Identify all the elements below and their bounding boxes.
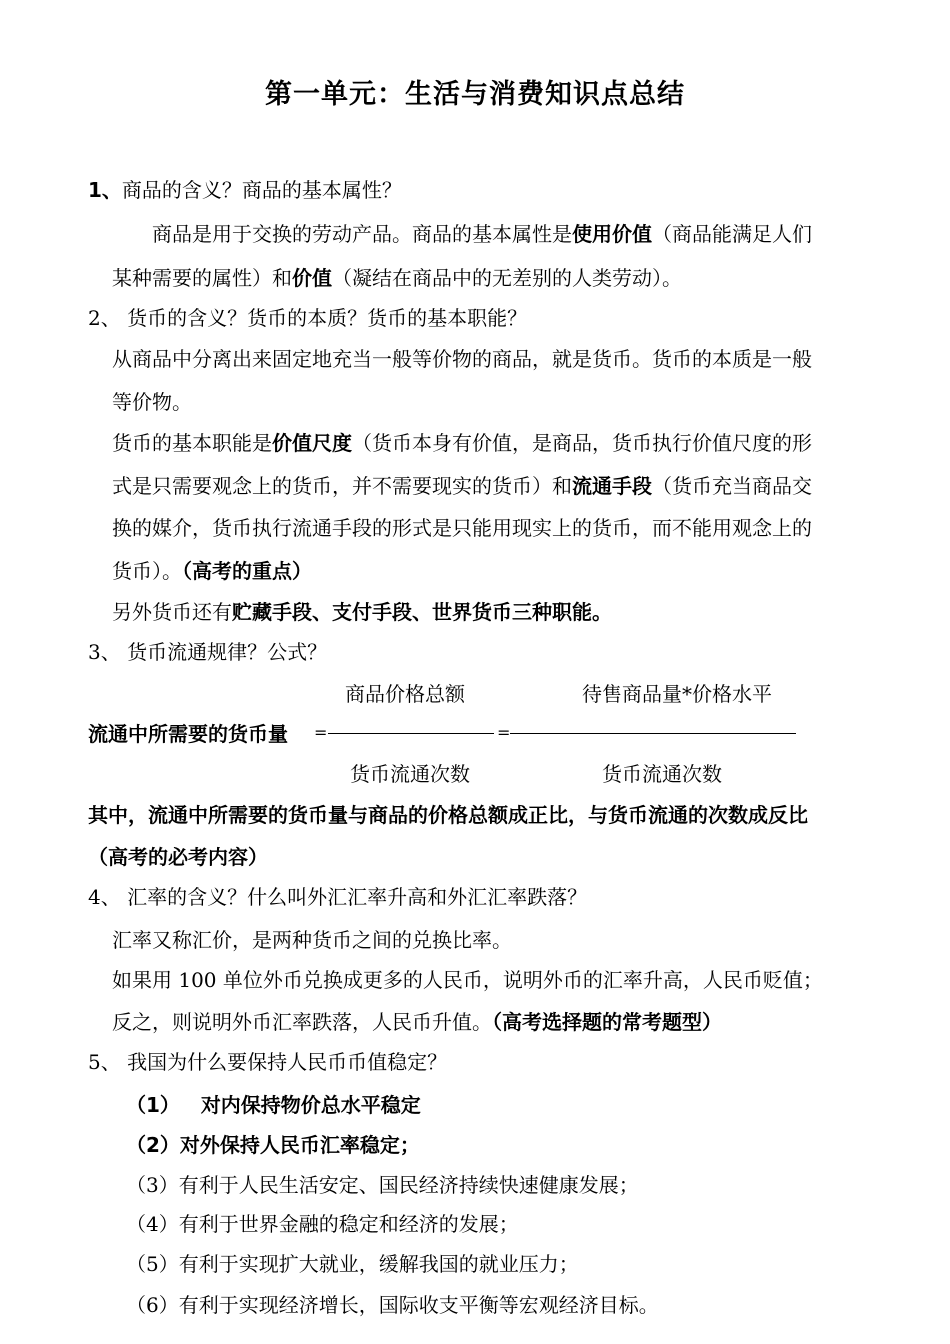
q3-note-line-1: 其中，流通中所需要的货币量与商品的价格总额成正比，与货币流通的次数成反比 (88, 803, 808, 827)
q4-heading (88, 883, 587, 911)
q1-term-use-value: 使用价值 (572, 222, 652, 246)
formula-equals-2: = (497, 723, 511, 742)
q2-term-measure-of-value: 价值尺度 (272, 431, 352, 455)
q4-line-3: 反之，则说明外币汇率跌落，人民币升值。（高考选择题的常考题型） (112, 1010, 722, 1034)
q5-item-1: （1） 对内保持物价总水平稳定 (126, 1093, 421, 1117)
q2-question: 货币的含义？货币的本质？货币的基本职能？ (127, 306, 528, 330)
q2-heading (88, 304, 527, 332)
q2-other-functions: 贮藏手段、支付手段、世界货币三种职能。 (232, 600, 612, 624)
q1-answer-line-1: 商品是用于交换的劳动产品。商品的基本属性是使用价值（商品能满足人们 (152, 222, 812, 246)
q2-p2-line-4: 货币）。（高考的重点） (112, 559, 312, 583)
q5-item-4: （4）有利于世界金融的稳定和经济的发展； (126, 1212, 519, 1236)
formula-numerator-1: 商品价格总额 (345, 682, 465, 706)
q5-heading (88, 1048, 447, 1076)
q1-question: 商品的含义？商品的基本属性？ (121, 178, 402, 202)
q4-number: 4、 (88, 885, 121, 909)
q5-item-6: （6）有利于实现经济增长，国际收支平衡等宏观经济目标。 (126, 1293, 659, 1317)
q3-number: 3、 (88, 640, 121, 664)
q2-p1-line-1: 从商品中分离出来固定地充当一般等价物的商品，就是货币。货币的本质是一般 (112, 347, 812, 371)
q2-p2-line-1: 货币的基本职能是价值尺度（货币本身有价值，是商品，货币执行价值尺度的形 (112, 431, 812, 455)
formula-lhs: 流通中所需要的货币量 (88, 722, 288, 746)
q5-question: 我国为什么要保持人民币币值稳定？ (127, 1050, 448, 1074)
q5-item-2: （2）对外保持人民币汇率稳定； (126, 1133, 420, 1157)
formula-equals-1: = (314, 723, 328, 742)
formula-numerator-2: 待售商品量*价格水平 (582, 682, 772, 706)
q4-question: 汇率的含义？什么叫外汇汇率升高和外汇汇率跌落？ (127, 885, 588, 909)
q1-number: 1、 (88, 178, 122, 202)
formula-fraction-bar-2 (510, 733, 796, 734)
document-title: 第一单元：生活与消费知识点总结 (265, 79, 685, 110)
q2-p1-line-2: 等价物。 (112, 390, 192, 414)
formula-denominator-2: 货币流通次数 (602, 762, 722, 786)
q2-p2-line-2: 式是只需要观念上的货币，并不需要现实的货币）和流通手段（货币充当商品交 (112, 474, 812, 498)
q2-exam-note: （高考的重点） (182, 559, 312, 583)
q1-heading (88, 176, 402, 204)
q5-item-3: （3）有利于人民生活安定、国民经济持续快速健康发展； (126, 1173, 639, 1197)
q4-line-1: 汇率又称汇价，是两种货币之间的兑换比率。 (112, 928, 512, 952)
q3-heading (88, 638, 327, 666)
q2-p2-line-3: 换的媒介，货币执行流通手段的形式是只能用现实上的货币，而不能用观念上的 (112, 516, 812, 540)
formula-fraction-bar-1 (328, 733, 494, 734)
q2-term-medium-of-exchange: 流通手段 (572, 474, 652, 498)
formula-denominator-1: 货币流通次数 (350, 762, 470, 786)
q1-answer-line-2: 某种需要的属性）和价值（凝结在商品中的无差别的人类劳动）。 (112, 266, 682, 290)
q2-number: 2、 (88, 306, 121, 330)
q4-line-2: 如果用 100 单位外币兑换成更多的人民币，说明外币的汇率升高，人民币贬值； (112, 968, 823, 992)
q4-exam-note: （高考选择题的常考题型） (492, 1010, 722, 1034)
q3-note-line-2: （高考的必考内容） (88, 845, 268, 869)
q3-question: 货币流通规律？公式？ (127, 640, 328, 664)
q2-p3: 另外货币还有贮藏手段、支付手段、世界货币三种职能。 (112, 600, 612, 624)
q5-item-5: （5）有利于实现扩大就业，缓解我国的就业压力； (126, 1252, 579, 1276)
q5-number: 5、 (88, 1050, 121, 1074)
q1-term-value: 价值 (292, 266, 332, 290)
